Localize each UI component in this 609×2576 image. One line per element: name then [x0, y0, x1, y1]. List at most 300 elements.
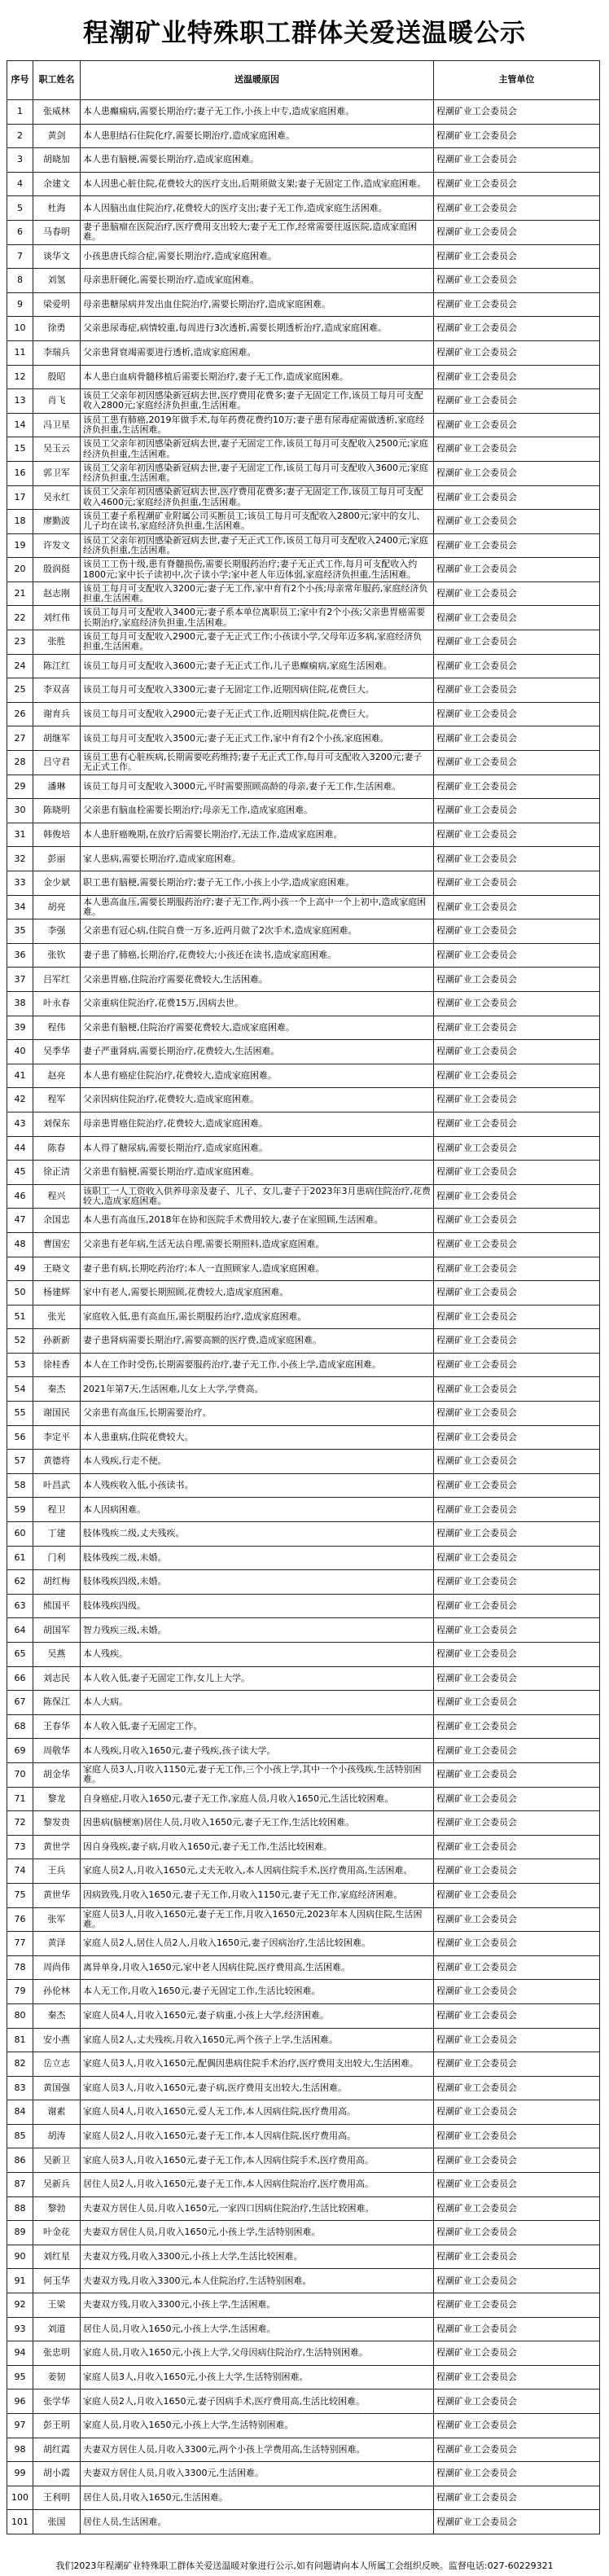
table-row — [7, 895, 600, 919]
employee-name: 吴新卫 — [33, 2148, 81, 2173]
row-number: 28 — [7, 751, 33, 775]
unit-name: 程潮矿业工会委员会 — [434, 654, 600, 678]
unit-name: 程潮矿业工会委员会 — [434, 2173, 600, 2197]
table-row — [7, 1305, 600, 1329]
table-row — [7, 823, 600, 847]
unit-name: 程潮矿业工会委员会 — [434, 823, 600, 847]
reason-text: 父亲患肾衰竭需要进行透析,造成家庭困难。 — [81, 340, 434, 365]
table-row — [7, 196, 600, 221]
row-number: 8 — [7, 269, 33, 293]
table-row — [7, 100, 600, 125]
table-row — [7, 124, 600, 148]
unit-name: 程潮矿业工会委员会 — [434, 485, 600, 510]
employee-name: 李定平 — [33, 1425, 81, 1450]
unit-name: 程潮矿业工会委员会 — [434, 2245, 600, 2269]
table-row — [7, 847, 600, 871]
table-row — [7, 1209, 600, 1233]
employee-name: 陈江红 — [33, 654, 81, 678]
row-number: 76 — [7, 1907, 33, 1932]
row-number: 52 — [7, 1329, 33, 1354]
reason-text: 该职工一人工资收入供养母亲及妻子、儿子、女儿,妻子于2023年3月患病住院治疗,花费较大,造成家庭困难。 — [81, 1184, 434, 1209]
unit-name: 程潮矿业工会委员会 — [434, 1691, 600, 1715]
employee-name: 王兵 — [33, 1859, 81, 1884]
table-row — [7, 2076, 600, 2100]
employee-name: 徐正清 — [33, 1161, 81, 1185]
employee-name: 胡国军 — [33, 1618, 81, 1643]
employee-name: 李瑞兵 — [33, 340, 81, 365]
employee-name: 黄泽 — [33, 1932, 81, 1956]
reason-text: 肢体残疾四级,未婚。 — [81, 1570, 434, 1595]
reason-text: 父亲患有高血压,长期需要治疗。 — [81, 1402, 434, 1426]
table-row — [7, 702, 600, 726]
row-number: 101 — [7, 2510, 33, 2534]
employee-name: 胡红霞 — [33, 2438, 81, 2462]
employee-name: 李强 — [33, 919, 81, 944]
reason-text: 本人残疾,行走不便。 — [81, 1450, 434, 1474]
reason-text: 家庭人员2人,居住人员2人,月收入1650元,妻子因病治疗,生活比较困难。 — [81, 1932, 434, 1956]
employee-name: 张光 — [33, 1305, 81, 1329]
row-number: 39 — [7, 1016, 33, 1040]
row-number: 38 — [7, 991, 33, 1016]
table-row — [7, 1932, 600, 1956]
reason-text: 家庭人员3人,月收入1650元,妻子无工作,月收入1650元,2023年本人因病住院,生活困难。 — [81, 1907, 434, 1932]
table-row — [7, 1112, 600, 1136]
employee-name: 刘志民 — [33, 1666, 81, 1691]
reason-text: 妻子严重肾病,需要长期治疗,花费较大,生活困难。 — [81, 1040, 434, 1064]
employee-name: 胡继军 — [33, 726, 81, 751]
row-number: 71 — [7, 1787, 33, 1811]
unit-name: 程潮矿业工会委员会 — [434, 751, 600, 775]
employee-name: 郭卫军 — [33, 461, 81, 485]
reason-text: 本人患有高血压,2018年在协和医院手术费用较大,妻子在家照顾,生活困难。 — [81, 1209, 434, 1233]
reason-text: 夫妻双方残,月收入3300元,小孩上学,生活困难。 — [81, 2293, 434, 2318]
row-number: 75 — [7, 1883, 33, 1907]
table-row — [7, 148, 600, 173]
reason-text: 本人残疾收入低,小孩读书。 — [81, 1473, 434, 1498]
row-number: 91 — [7, 2269, 33, 2293]
unit-name: 程潮矿业工会委员会 — [434, 1618, 600, 1643]
unit-name: 程潮矿业工会委员会 — [434, 413, 600, 437]
employee-name: 马春明 — [33, 220, 81, 244]
unit-name: 程潮矿业工会委员会 — [434, 581, 600, 606]
reason-text: 该员工父亲年初因感染新冠病去世,妻子无正式工作,该员工每月可支配收入2400元;家庭经济负担重,生活困难。 — [81, 533, 434, 558]
reason-text: 父亲重病住院治疗,花费15万,因病去世。 — [81, 991, 434, 1016]
employee-name: 刘保东 — [33, 1112, 81, 1136]
unit-name: 程潮矿业工会委员会 — [434, 2341, 600, 2366]
table-row — [7, 365, 600, 389]
employee-name: 韩俊培 — [33, 823, 81, 847]
employee-name: 许发文 — [33, 533, 81, 558]
document-title: 程潮矿业特殊职工群体关爱送温暖公示 — [83, 18, 526, 48]
unit-name: 程潮矿业工会委员会 — [434, 1088, 600, 1112]
table-row — [7, 2414, 600, 2438]
row-number: 80 — [7, 2003, 33, 2028]
employee-name: 刘红星 — [33, 2245, 81, 2269]
unit-name: 程潮矿业工会委员会 — [434, 2293, 600, 2318]
unit-name: 程潮矿业工会委员会 — [434, 895, 600, 919]
table-row — [7, 2124, 600, 2148]
unit-name: 程潮矿业工会委员会 — [434, 726, 600, 751]
employee-name: 吕守君 — [33, 751, 81, 775]
employee-name: 程伟 — [33, 1016, 81, 1040]
reason-text: 夫妻双方残,月收入3300元,本人住院治疗,生活特别困难。 — [81, 2269, 434, 2293]
employee-name: 徐勇 — [33, 317, 81, 341]
employee-name: 彭王明 — [33, 2414, 81, 2438]
employee-name: 刘氢 — [33, 269, 81, 293]
reason-text: 本人患高血压,需要长期服药治疗;妻子无工作,两小孩一个上高中一个上初中,造成家庭困难。 — [81, 895, 434, 919]
notice-table — [7, 60, 600, 2534]
reason-text: 本人得了糖尿病,需要长期治疗,造成家庭困难。 — [81, 1136, 434, 1161]
unit-name: 程潮矿业工会委员会 — [434, 1570, 600, 1595]
employee-name: 徐桂香 — [33, 1353, 81, 1377]
table-row — [7, 2365, 600, 2389]
table-row — [7, 1522, 600, 1547]
reason-text: 父亲患胃癌,住院治疗需要花费较大,生活困难。 — [81, 968, 434, 992]
employee-name: 丁建 — [33, 1522, 81, 1547]
employee-name: 叶金花 — [33, 2221, 81, 2245]
reason-text: 本人患癫痫病,需要长期治疗;妻子无工作,小孩上中专,造成家庭困难。 — [81, 100, 434, 125]
table-row — [7, 726, 600, 751]
table-row — [7, 1883, 600, 1907]
unit-name: 程潮矿业工会委员会 — [434, 1859, 600, 1884]
row-number: 32 — [7, 847, 33, 871]
table-row — [7, 389, 600, 414]
row-number: 86 — [7, 2148, 33, 2173]
employee-name: 黎勃 — [33, 2196, 81, 2221]
row-number: 65 — [7, 1643, 33, 1667]
row-number: 6 — [7, 220, 33, 244]
row-number: 30 — [7, 799, 33, 823]
unit-name: 程潮矿业工会委员会 — [434, 2028, 600, 2052]
employee-name: 岳立志 — [33, 2052, 81, 2077]
unit-name: 程潮矿业工会委员会 — [434, 2221, 600, 2245]
row-number: 40 — [7, 1040, 33, 1064]
unit-name: 程潮矿业工会委员会 — [434, 172, 600, 196]
employee-name: 谈华文 — [33, 244, 81, 269]
employee-name: 刘道 — [33, 2317, 81, 2341]
reason-text: 该员工每月可支配收入3400元;妻子系本单位离职员工;家中有2个小孩;父亲患胃癌需要长期治疗,家庭经济负担重,生活困难。 — [81, 606, 434, 630]
table-row — [7, 1064, 600, 1088]
reason-text: 智力残疾三级,未婚。 — [81, 1618, 434, 1643]
unit-name: 程潮矿业工会委员会 — [434, 2100, 600, 2125]
unit-name: 程潮矿业工会委员会 — [434, 461, 600, 485]
table-row — [7, 172, 600, 196]
row-number: 25 — [7, 678, 33, 703]
table-row — [7, 220, 600, 244]
row-number: 42 — [7, 1088, 33, 1112]
reason-text: 该员工父亲年初因感染新冠病去世,医疗费用花费多;妻子无固定工作,该员工每月可支配收入2800元;家庭经济负担重,生活困难。 — [81, 389, 434, 414]
row-number: 1 — [7, 100, 33, 125]
row-number: 63 — [7, 1594, 33, 1618]
row-number: 57 — [7, 1450, 33, 1474]
employee-name: 张胜 — [33, 630, 81, 655]
unit-name: 程潮矿业工会委员会 — [434, 871, 600, 896]
employee-name: 姜韧 — [33, 2365, 81, 2389]
row-number: 77 — [7, 1932, 33, 1956]
table-row — [7, 2510, 600, 2534]
notice-table-wrapper — [7, 60, 599, 2534]
table-row — [7, 1136, 600, 1161]
reason-text: 妻子患脑瘤在医院治疗,医疗费用支出较大;妻子无工作,经常需要往返医院,造成家庭困难。 — [81, 220, 434, 244]
table-row — [7, 1088, 600, 1112]
row-number: 29 — [7, 775, 33, 799]
unit-name: 程潮矿业工会委员会 — [434, 1498, 600, 1522]
reason-text: 肢体残疾二级,丈夫残疾。 — [81, 1522, 434, 1547]
employee-name: 金少斌 — [33, 871, 81, 896]
unit-name: 程潮矿业工会委员会 — [434, 968, 600, 992]
table-row — [7, 2221, 600, 2245]
row-number: 95 — [7, 2365, 33, 2389]
employee-name: 陈晓明 — [33, 799, 81, 823]
row-number: 49 — [7, 1257, 33, 1281]
unit-name: 程潮矿业工会委员会 — [434, 100, 600, 125]
employee-name: 黄剑 — [33, 124, 81, 148]
employee-name: 黎龙 — [33, 1787, 81, 1811]
row-number: 24 — [7, 654, 33, 678]
employee-name: 胡红梅 — [33, 1570, 81, 1595]
row-number: 16 — [7, 461, 33, 485]
unit-name: 程潮矿业工会委员会 — [434, 2317, 600, 2341]
unit-name: 程潮矿业工会委员会 — [434, 510, 600, 534]
unit-name: 程潮矿业工会委员会 — [434, 2196, 600, 2221]
table-row — [7, 1232, 600, 1257]
employee-name: 殷昭 — [33, 365, 81, 389]
table-row — [7, 244, 600, 269]
employee-name: 陈春 — [33, 1136, 81, 1161]
unit-name: 程潮矿业工会委员会 — [434, 1714, 600, 1739]
reason-text: 父亲患尿毒症,病情较重,每周进行3次透析,需要长期透析治疗,造成家庭困难。 — [81, 317, 434, 341]
employee-name: 赵亮 — [33, 1064, 81, 1088]
reason-text: 因自身残疾,妻子病,月收入1650元,妻子无工作,生活比较困难。 — [81, 1835, 434, 1859]
reason-text: 2021年第7天,生活困难,儿女上大学,学费高。 — [81, 1377, 434, 1402]
unit-name: 程潮矿业工会委员会 — [434, 847, 600, 871]
employee-name: 程军 — [33, 1088, 81, 1112]
row-number: 27 — [7, 726, 33, 751]
row-number: 51 — [7, 1305, 33, 1329]
reason-text: 该员工每月可支配收入3200元;妻子无工作,家中育有2个小孩;母亲常年服药,家庭经济负担重,生活困难。 — [81, 581, 434, 606]
unit-name: 程潮矿业工会委员会 — [434, 1473, 600, 1498]
unit-name: 程潮矿业工会委员会 — [434, 1643, 600, 1667]
reason-text: 本人因患心脏住院,花费较大的医疗支出,后期须做支架;妻子无固定工作,造成家庭困难。 — [81, 172, 434, 196]
reason-text: 家庭人员3人,月收入1650元,妻子病,医疗费用支出较大,生活困难。 — [81, 2076, 434, 2100]
row-number: 61 — [7, 1546, 33, 1570]
unit-name: 程潮矿业工会委员会 — [434, 2052, 600, 2077]
reason-text: 本人收入低,妻子无固定工作,女儿上大学。 — [81, 1666, 434, 1691]
row-number: 23 — [7, 630, 33, 655]
unit-name: 程潮矿业工会委员会 — [434, 1257, 600, 1281]
table-row — [7, 1281, 600, 1306]
row-number: 48 — [7, 1232, 33, 1257]
unit-name: 程潮矿业工会委员会 — [434, 340, 600, 365]
table-row — [7, 1618, 600, 1643]
employee-name: 胡金华 — [33, 1762, 81, 1787]
row-number: 78 — [7, 1955, 33, 1980]
row-number: 54 — [7, 1377, 33, 1402]
row-number: 55 — [7, 1402, 33, 1426]
reason-text: 因患病(脑梗塞)居住人员,月收入1650元,妻子无工作,生活比较困难。 — [81, 1811, 434, 1836]
unit-name: 程潮矿业工会委员会 — [434, 1281, 600, 1306]
unit-name: 程潮矿业工会委员会 — [434, 2462, 600, 2486]
table-row — [7, 1739, 600, 1763]
table-row — [7, 1666, 600, 1691]
employee-name: 吴玉云 — [33, 437, 81, 462]
row-number: 99 — [7, 2462, 33, 2486]
employee-name: 吴新兵 — [33, 2173, 81, 2197]
reason-text: 该员工每月可支配收入3500元;妻子无正式工作,家中育有2个小孩,家庭困难。 — [81, 726, 434, 751]
reason-text: 本人残疾。 — [81, 1643, 434, 1667]
table-row — [7, 413, 600, 437]
unit-name: 程潮矿业工会委员会 — [434, 1161, 600, 1185]
row-number: 3 — [7, 148, 33, 173]
reason-text: 该员工父亲年初因感染新冠病去世,妻子无固定工作,该员工每月可支配收入2500元;家庭经济负担重,生活困难。 — [81, 437, 434, 462]
row-number: 98 — [7, 2438, 33, 2462]
table-row — [7, 991, 600, 1016]
reason-text: 本人因脑出血住院治疗,花费较大的医疗支出;妻子无工作,造成家庭生活困难。 — [81, 196, 434, 221]
employee-name: 陈保江 — [33, 1691, 81, 1715]
row-number: 15 — [7, 437, 33, 462]
employee-name: 刘红伟 — [33, 606, 81, 630]
table-row — [7, 461, 600, 485]
table-row — [7, 2486, 600, 2510]
unit-name: 程潮矿业工会委员会 — [434, 1594, 600, 1618]
employee-name: 吴季华 — [33, 1040, 81, 1064]
table-row — [7, 2389, 600, 2414]
table-body — [7, 100, 600, 2534]
row-number: 92 — [7, 2293, 33, 2318]
row-number: 26 — [7, 702, 33, 726]
reason-text: 夫妻双方居住人员,月收入3300元,两个小孩上学费用高,生活特别困难。 — [81, 2438, 434, 2462]
unit-name: 程潮矿业工会委员会 — [434, 1980, 600, 2004]
reason-text: 该员工每月可支配收入3300元;妻子无固定工作,近期因病住院,花费巨大。 — [81, 678, 434, 703]
employee-name: 杜海 — [33, 196, 81, 221]
row-number: 9 — [7, 292, 33, 317]
row-number: 18 — [7, 510, 33, 534]
unit-name: 程潮矿业工会委员会 — [434, 919, 600, 944]
table-row — [7, 2052, 600, 2077]
table-row — [7, 1546, 600, 1570]
reason-text: 本人患有癌症住院治疗,花费较大,造成家庭困难。 — [81, 1064, 434, 1088]
unit-name: 程潮矿业工会委员会 — [434, 1402, 600, 1426]
reason-text: 父亲因病住院治疗,花费较大,造成家庭困难。 — [81, 1088, 434, 1112]
unit-name: 程潮矿业工会委员会 — [434, 2389, 600, 2414]
row-number: 84 — [7, 2100, 33, 2125]
reason-text: 本人患肝癌晚期,在放疗后需要长期治疗,无法工作,造成家庭困难。 — [81, 823, 434, 847]
unit-name: 程潮矿业工会委员会 — [434, 1353, 600, 1377]
employee-name: 张国 — [33, 2510, 81, 2534]
reason-text: 家庭人员2人,月收入1650元,妻子无工作,本人因病住院,医疗费用高。 — [81, 2124, 434, 2148]
employee-name: 秦杰 — [33, 1377, 81, 1402]
employee-name: 王春华 — [33, 1714, 81, 1739]
employee-name: 廖勤波 — [33, 510, 81, 534]
table-row — [7, 1257, 600, 1281]
reason-text: 家中有老人,需要长期照顾,花费较大,造成家庭困难。 — [81, 1281, 434, 1306]
unit-name: 程潮矿业工会委员会 — [434, 1739, 600, 1763]
row-number: 50 — [7, 1281, 33, 1306]
reason-text: 离异单身,月收入1650元,家中老人因病住院,医疗费用高,生活困难。 — [81, 1955, 434, 1980]
table-row — [7, 2148, 600, 2173]
table-row — [7, 1016, 600, 1040]
reason-text: 居住人员,月收入1650元,生活困难。 — [81, 2486, 434, 2510]
table-row — [7, 1714, 600, 1739]
employee-name: 谢国民 — [33, 1402, 81, 1426]
row-number: 67 — [7, 1691, 33, 1715]
row-number: 73 — [7, 1835, 33, 1859]
reason-text: 夫妻双方残,月收入3300元,小孩上大学,生活比较困难。 — [81, 2245, 434, 2269]
table-row — [7, 606, 600, 630]
table-row — [7, 678, 600, 703]
table-row — [7, 1835, 600, 1859]
employee-name: 黎发贵 — [33, 1811, 81, 1836]
employee-name: 王晓文 — [33, 1257, 81, 1281]
reason-text: 本人无工作,月收入1650元,妻子无固定工作,生活比较困难。 — [81, 1980, 434, 2004]
unit-name: 程潮矿业工会委员会 — [434, 1546, 600, 1570]
reason-text: 本人收入低,妻子无固定工作。 — [81, 1714, 434, 1739]
reason-text: 夫妻双方居住人员,月收入1650元,小孩上学,生活特别困难。 — [81, 2221, 434, 2245]
table-row — [7, 2173, 600, 2197]
employee-name: 吴永红 — [33, 485, 81, 510]
employee-name: 吴燕 — [33, 1643, 81, 1667]
reason-text: 居住人员,生活困难。 — [81, 2510, 434, 2534]
row-number: 17 — [7, 485, 33, 510]
unit-name: 程潮矿业工会委员会 — [434, 1907, 600, 1932]
employee-name: 潘琳 — [33, 775, 81, 799]
table-row — [7, 919, 600, 944]
employee-name: 孙伦林 — [33, 1980, 81, 2004]
employee-name: 张忠明 — [33, 2341, 81, 2366]
unit-name: 程潮矿业工会委员会 — [434, 1016, 600, 1040]
employee-name: 张军 — [33, 1907, 81, 1932]
table-row — [7, 1955, 600, 1980]
reason-text: 本人残疾,月收入1650元,妻子残疾,孩子读大学。 — [81, 1739, 434, 1763]
unit-name: 程潮矿业工会委员会 — [434, 2365, 600, 2389]
unit-name: 程潮矿业工会委员会 — [434, 220, 600, 244]
row-number: 53 — [7, 1353, 33, 1377]
reason-text: 该员工工伤十级,患有脊髓损伤,需要长期服药治疗;妻子无正式工作,每月可支配收入约1800元;家中长子读初中,次子读小学;家中老人年迈体弱,家庭经济负担重,生活困难。 — [81, 558, 434, 582]
unit-name: 程潮矿业工会委员会 — [434, 1064, 600, 1088]
row-number: 66 — [7, 1666, 33, 1691]
table-row — [7, 1980, 600, 2004]
table-row — [7, 1811, 600, 1836]
table-row — [7, 799, 600, 823]
reason-text: 家庭人员2人,月收入1650元,丈夫无收入,本人因病住院手术,医疗费用高,生活困难。 — [81, 1859, 434, 1884]
header-no: 序号 — [7, 61, 33, 100]
employee-name: 熊国平 — [33, 1594, 81, 1618]
table-row — [7, 1425, 600, 1450]
unit-name: 程潮矿业工会委员会 — [434, 1329, 600, 1354]
row-number: 62 — [7, 1570, 33, 1595]
row-number: 58 — [7, 1473, 33, 1498]
employee-name: 彭丽 — [33, 847, 81, 871]
unit-name: 程潮矿业工会委员会 — [434, 1811, 600, 1836]
unit-name: 程潮矿业工会委员会 — [434, 292, 600, 317]
reason-text: 家庭人员3人,月收入1650元,小孩上大学,生活特别困难。 — [81, 2365, 434, 2389]
row-number: 85 — [7, 2124, 33, 2148]
row-number: 100 — [7, 2486, 33, 2510]
unit-name: 程潮矿业工会委员会 — [434, 1450, 600, 1474]
table-row — [7, 1377, 600, 1402]
unit-name: 程潮矿业工会委员会 — [434, 1883, 600, 1907]
table-header-row — [7, 61, 600, 100]
employee-name: 余国忠 — [33, 1209, 81, 1233]
table-row — [7, 2100, 600, 2125]
unit-name: 程潮矿业工会委员会 — [434, 1040, 600, 1064]
table-row — [7, 437, 600, 462]
row-number: 11 — [7, 340, 33, 365]
reason-text: 家庭人员3人,月收入1650元,配偶因患病住院手术治疗,医疗费用支出较大,生活困难。 — [81, 2052, 434, 2077]
row-number: 68 — [7, 1714, 33, 1739]
unit-name: 程潮矿业工会委员会 — [434, 702, 600, 726]
reason-text: 家庭人员,月收入1650元,小孩上大学,生活特别困难。 — [81, 2414, 434, 2438]
